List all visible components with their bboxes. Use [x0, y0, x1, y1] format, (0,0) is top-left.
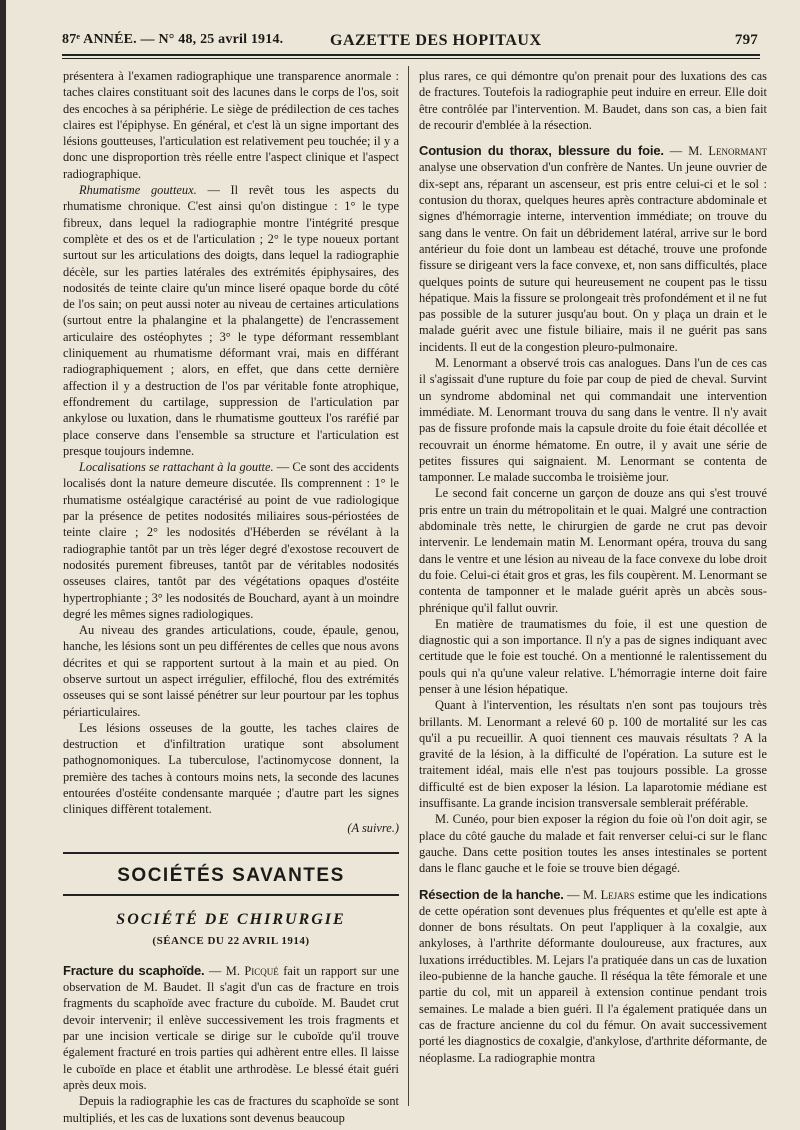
article-contusion: Contusion du thorax, blessure du foie. — M. Lenormant analyse une observation d'un confrère de Nantes. Un jeune ouvrier de dix-sept ans, réparant un ascenseur, est pris entre celui-ci et le sol : contusion du thorax, quelques heures après contracture abdominale et signes d'hémorragie interne, intervention immédiate; on trouve du sang dans le ventre. On fait un débridement latéral, arrive sur le bord antérieur du foie dont un lambeau est détaché, trouve une profonde fissure se dirigeant vers la face convexe, et, non sans difficultés, place quelques points de suture qui heureusement ne coupent pas le tissu hépatique. Mais la fissure se prolongeait très profondément et il ne fut pas possible de la suturer jusqu'au bout. On y plaça un drain et le malade guérit avec une fistule biliaire, mais il ne guérit pas sans incidents. Il eut de la congestion pleuro-pulmonaire. — [419, 143, 767, 354]
paragraph: Le second fait concerne un garçon de douze ans qui s'est trouvé pris entre un train du métropolitain et le quai. Malgré une contraction abdominale très nette, le chirurgien de garde ne crut pas devoir intervenir. Le lendemain matin M. Lenormant opéra, trouva du sang dans le ventre et une lésion au niveau de la face convexe du lobe droit du foie. Celui-ci était gros et gras, les fils coupèrent. M. Lenormant se contenta de tamponner et le malade guérit après un abcès sous-phrénique qu'il fallut ouvrir. — [419, 486, 767, 615]
paragraph: présentera à l'examen radiographique une transparence anormale : taches claires constituant soit des lacunes dans le corps de l'os, soit des encoches à sa périphérie. Le siège de prédilection de ces taches claires est l'épiphyse. En général, et c'est là un signe important des lésions goutteuses, l'articulation est relativement peu touchée; il y a donc une disproportion très réelle entre l'aspect clinique et l'aspect radiographique. — [63, 69, 399, 181]
paragraph: M. Cunéo, pour bien exposer la région du foie où l'on doit agir, se place du côté gauche du malade et fait renverser celui-ci sur le flanc gauche. Dans cette position toutes les anses intestinales se portent dans le flanc gauche et le foie se trouve bien dégagé. — [419, 812, 767, 876]
paragraph-text: — Il revêt tous les aspects du rhumatisme chronique. C'est ainsi qu'on distingue : 1° le type fibreux, dans lequel la radiographie montre l'intégrité presque complète et des os et de l'articulation ; 2° le type noueux portant surtout sur les articulations des doigts, dans lequel la radiographie décèle, sur les parties latérales des extrémités épiphysaires, des nodosités de teinte claire qu'un mince liseré opaque borde du côté de l'os sain; on peut aussi noter au niveau de certaines articulations (surtout entre la phalangine et la phalangette) de l'encrassement articulaire des ostéophytes ; 3° le type déformant ressemblant cliniquement au rhumatisme déformant vrai, mais en différant radiographiquement ; alors, en effet, que dans cette dernière affection il y a destruction de l'os par véritable fonte atrophique, effondrement du cartilage, suppression de l'articulation par ankylose ou luxation, dans le rhumatisme goutteux l'os raréfié par place conserve dans l'ensemble sa structure et l'articulation est presque toujours indemne. — [63, 183, 399, 458]
paragraph: Les lésions osseuses de la goutte, les taches claires de destruction et d'infiltration uratique sont absolument pathognomoniques. La tuberculose, l'actinomycose donnent, la première des taches à contours moins nets, la seconde des lacunes entourées d'ostéite condensante marquée ; d'autre part les signes cliniques diffèrent totalement. — [63, 720, 399, 817]
left-column — [63, 68, 399, 1126]
header-rule-thin — [62, 58, 760, 59]
article-title: Contusion du thorax, blessure du foie. — [419, 143, 664, 159]
header-rule — [62, 54, 760, 56]
article-resection: Résection de la hanche. — M. Lejars estime que les indications de cette opération sont devenues plus fréquentes et qu'elle est apte à donner de bons résultats. On peut l'appliquer à la coxalgie, aux ankyloses, à l'arthrite déformante douloureuse, aux fractures, aux luxations irréductibles. M. Lejars l'a pratiquée dans un cas de luxation ileo-pubienne de la hanche gauche. Il réséqua la tête fémorale et une partie du col, mit un appareil à extension continue pendant trois semaines. Le malade a bien guéri. Il l'a également pratiquée dans un cas de fracture ancienne du col du fémur. On avait successivement porté les diagnostics de coxalgie, d'ankylose, d'arthrite déformante, de néoplasme. La radiographie montra — [419, 886, 767, 1065]
section-banner — [63, 852, 399, 895]
paragraph-lead: Localisations se rattachant à la goutte. — [79, 460, 274, 475]
article-author: Lenormant — [708, 144, 767, 159]
article-author: Lejars — [600, 887, 635, 902]
paragraph-lead: Rhumatisme goutteux. — [79, 183, 197, 198]
paragraph-text: , pour bien exposer la région du foie où l'on doit agir, se place du côté gauche du malade et fait renverser celui-ci sur le flanc gauche. Dans cette position toutes les anses intestinales se portent dans le flanc gauche et le foie se trouve bien dégagé. — [419, 812, 767, 876]
article-title: Résection de la hanche. — [419, 886, 564, 902]
society-name: SOCIÉTÉ DE CHIRURGIE — [116, 911, 346, 929]
to-be-continued: (A suivre.) — [347, 820, 399, 835]
paragraph — [63, 182, 399, 459]
article-author: Picqué — [244, 963, 279, 978]
paragraph: M. Lenormant a observé trois cas analogues. Dans l'un de ces cas il s'agissait d'une rupture du foie par coup de pied de cheval. Survint un syndrome abdominal net qui commandait une intervention immédiate. M. Lenormant trouva du sang dans le ventre. Il n'y avait pas de fissure profonde mais la capsule droite du foie était décollée et recouvrait un énorme hématome. En outre, il y avait une série de petites fissures qui saignaient. M. Lenormant se contenta de tamponner. Le malade succomba le troisième jour. — [419, 356, 767, 485]
session-date: (SÉANCE DU 22 AVRIL 1914) — [152, 934, 310, 947]
right-column — [419, 68, 767, 1066]
article-author: Cunéo — [452, 812, 485, 827]
paragraph: plus rares, ce qui démontre qu'on prenait pour des luxations des cas de fractures. Toutefois la radiographie peut induire en erreur. Elle doit être contrôlée par l'intervention. M. Baudet, dans son cas, a bien fait de recourir d'emblée à la résection. — [419, 69, 767, 132]
journal-title: GAZETTE DES HOPITAUX — [330, 32, 542, 49]
paragraph: Au niveau des grandes articulations, coude, épaule, genou, hanche, les lésions sont un peu différentes de celles que nous avons décrites et qui se rapportent surtout à la main et au pied. On observe surtout un aspect irrégulier, effiloché, flou des extrémités osseuses qui se sont laissé pénétrer sur leur pourtour par les tophus périarticulaires. — [63, 623, 399, 719]
section-rule — [63, 895, 399, 896]
section-title: SOCIÉTÉS SAVANTES — [117, 864, 345, 886]
paragraph — [63, 459, 399, 622]
paragraph-text: estime que les indications de cette opération sont devenues plus fréquentes et qu'elle est apte à donner de bons résultats. On peut l'appliquer à la coxalgie, aux ankyloses, à l'arthrite déformante douloureuse, aux fractures, aux luxations irréductibles. M. Lejars l'a pratiquée dans un cas de luxation ileo-pubienne de la hanche gauche. Il réséqua la tête fémorale et une partie du col, mit un appareil à extension continue pendant trois semaines. Le malade a bien guéri. Il l'a également pratiquée dans un cas de fracture ancienne du col du fémur. On avait successivement porté les diagnostics de coxalgie, d'ankylose, d'arthrite déformante, de néoplasme. La radiographie montra — [419, 887, 767, 1065]
paragraph: En matière de traumatismes du foie, il est une question de diagnostic qui a son importance. Il n'y a pas de signes indiquant avec certitude que le foie est touché. On a mentionné le ralentissement du pouls qui n'a qu'une valeur relative. L'hémorragie interne doit faire penser à une lésion hépatique. — [419, 616, 767, 696]
paragraph: Depuis la radiographie les cas de fractures du scaphoïde se sont multipliés, et les cas de luxations sont devenus beaucoup — [63, 1094, 399, 1125]
issue-info: 87ᵉ ANNÉE. — N° 48, 25 avril 1914. — [62, 32, 284, 47]
article-fracture: Fracture du scaphoïde. — M. Picqué fait un rapport sur une observation de M. Baudet. Il s'agit d'un cas de fracture en trois fragments du scaphoïde avec fracture du cuboïde. M. Baudet crut devoir intervenir; il enlève successivement les trois fragments et par une incision verticale se dirige sur le cuboïde qu'il trouve également fracturé en trois parties qui adhèrent entre elles. Il laisse le cuboïde en place et établit une arthrodèse. Le blessé était guéri après deux mois. — [63, 962, 399, 1092]
column-divider — [408, 66, 409, 1106]
paragraph: Quant à l'intervention, les résultats n'en sont pas toujours très brillants. M. Lenormant a relevé 60 p. 100 de mortalité sur les cas qu'il a pu recueillir. A quoi tiennent ces mauvais résultats ? A la gravité de la lésion, à la difficulté de l'opération. La suture est le traitement idéal, mais elle n'est pas toujours possible. La grosse difficulté est de bien exposer la lésion. La laparotomie médiane est insuffisante. La grande incision transversale semblerait préférable. — [419, 698, 767, 811]
page-number: 797 — [734, 32, 758, 48]
paragraph-text: fait un rapport sur une observation de M. Baudet. Il s'agit d'un cas de fracture en trois fragments du scaphoïde avec fracture du cuboïde. M. Baudet crut devoir intervenir; il enlève successivement les trois fragments et par une incision verticale se dirige sur le cuboïde qu'il trouve également fracturé en trois parties qui adhèrent entre elles. Il laisse le cuboïde en place et établit une arthrodèse. Le blessé était guéri après deux mois. — [63, 963, 399, 1092]
paragraph-text: analyse une observation d'un confrère de Nantes. Un jeune ouvrier de dix-sept ans, réparant un ascenseur, est pris entre celui-ci et le sol : contusion du thorax, quelques heures après contracture abdominale et signes d'hémorragie interne, intervention immédiate; on trouve du sang dans le ventre. On fait un débridement latéral, arrive sur le bord antérieur du foie dont un lambeau est détaché, trouve une profonde fissure se dirigeant vers la face convexe, et, non sans difficultés, place quelques points de suture qui heureusement ne coupent pas le tissu hépatique. Mais la fissure se prolongeait très profondément et il ne fut pas possible de la suturer jusqu'au bout. On y plaça un drain et le malade guérit avec une fistule biliaire, mais il ne guérit pas sans incidents. Il eut de la congestion pleuro-pulmonaire. — [419, 160, 767, 354]
paragraph-text: — Ce sont des accidents localisés dont la nature demeure discutée. Ils comprennent : 1° le rhumatisme ostéalgique caractérisé au point de vue radiologique par la présence de petites nodosités miliaires sous-périostées de teinte claire ; 2° les nodosités d'Héberden se révélant à la radiographie tantôt par un très léger degré d'exostose recouvert de nodosités purement fibreuses, tantôt par de véritables nodosités osseuses claires, tantôt par des végétations opaques d'ostéite hypertrophiante ; 3° les nodosités de Bouchard, ayant à un moindre degré les mêmes signes radiologiques. — [63, 460, 399, 621]
article-title: Fracture du scaphoïde. — [63, 962, 205, 978]
page-header — [62, 30, 760, 56]
